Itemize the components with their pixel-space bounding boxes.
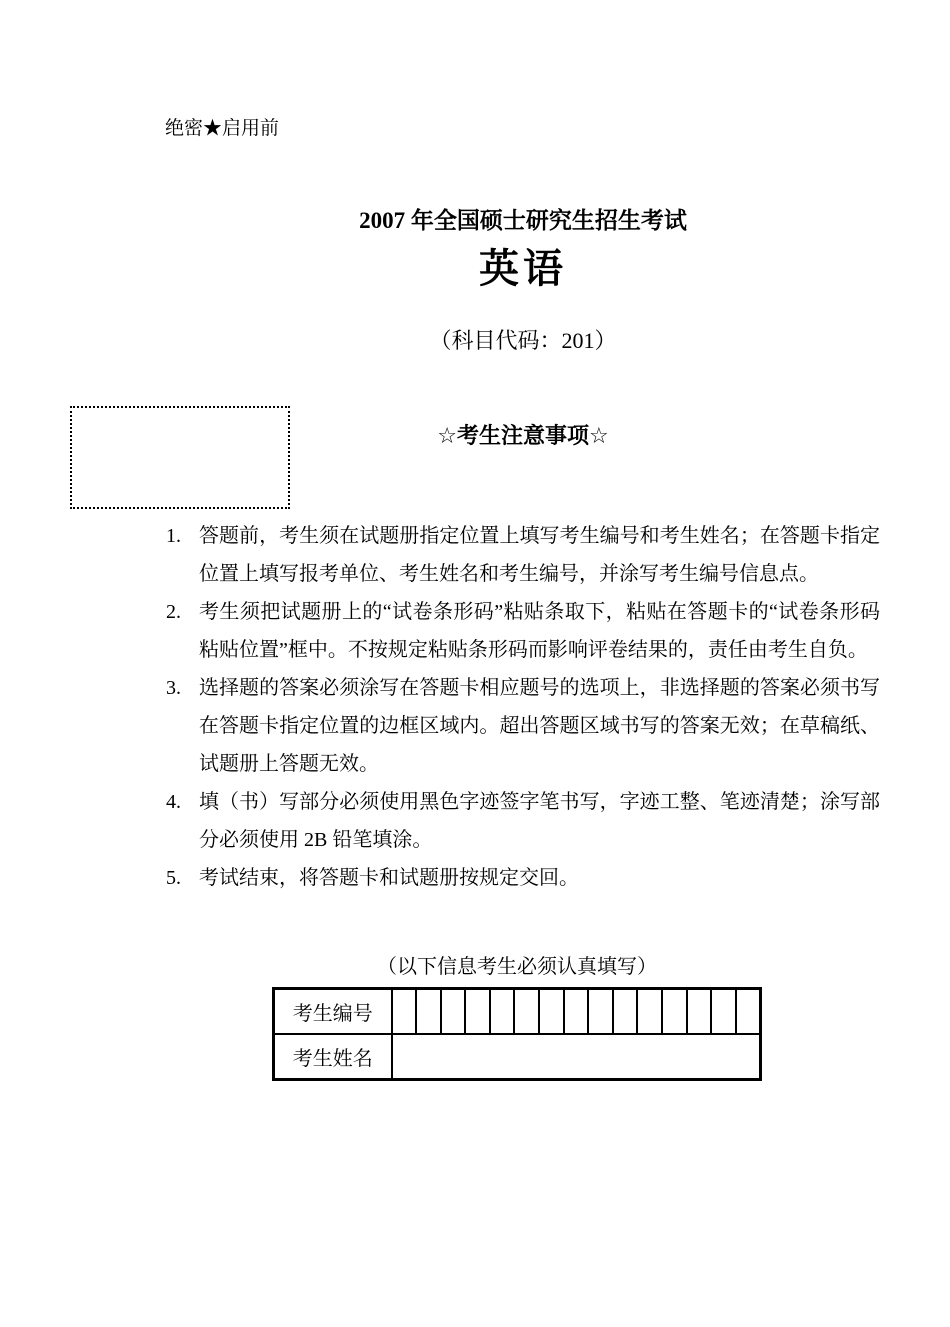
classification-label: 绝密★启用前 [165, 118, 280, 139]
notice-item [166, 783, 880, 859]
candidate-number-cell [392, 989, 417, 1035]
candidate-number-cell [490, 989, 515, 1035]
notice-heading: ☆考生注意事项☆ [437, 423, 609, 448]
notice-list [166, 517, 880, 897]
candidate-name-cell [392, 1034, 761, 1080]
candidate-number-cell [637, 989, 662, 1035]
candidate-number-cell [465, 989, 490, 1035]
candidate-number-label: 考生编号 [274, 989, 392, 1035]
notice-item [166, 669, 880, 783]
candidate-number-cell [711, 989, 736, 1035]
notice-item-text: 考生须把试题册上的“试卷条形码”粘贴条取下，粘贴在答题卡的“试卷条形码粘贴位置”框中。不按规定粘贴条形码而影响评卷结果的，责任由考生自负。 [199, 601, 880, 661]
candidate-number-cell [687, 989, 712, 1035]
notice-item-number: 1. [166, 525, 181, 547]
exam-title: 2007 年全国硕士研究生招生考试 [359, 208, 687, 233]
candidate-number-cell [662, 989, 687, 1035]
candidate-number-cell [441, 989, 466, 1035]
notice-item [166, 517, 880, 593]
candidate-name-row [274, 1034, 761, 1080]
candidate-number-cell [539, 989, 564, 1035]
subject-code: （科目代码：201） [429, 328, 617, 353]
subject-title: 英语 [479, 247, 567, 291]
candidate-info-table [272, 987, 762, 1081]
notice-item-number: 2. [166, 601, 181, 623]
candidate-number-cell [416, 989, 441, 1035]
candidate-info-section [272, 954, 762, 1081]
candidate-number-row [274, 989, 761, 1035]
notice-item-text: 填（书）写部分必须使用黑色字迹签字笔书写，字迹工整、笔迹清楚；涂写部分必须使用 2B 铅笔填涂。 [199, 791, 880, 851]
notice-item-number: 4. [166, 791, 181, 813]
candidate-number-cell [588, 989, 613, 1035]
candidate-number-cell [736, 989, 761, 1035]
notice-item-text: 答题前，考生须在试题册指定位置上填写考生编号和考生姓名；在答题卡指定位置上填写报考单位、考生姓名和考生编号，并涂写考生编号信息点。 [199, 525, 880, 585]
notice-item-number: 5. [166, 867, 181, 889]
notice-item-number: 3. [166, 677, 181, 699]
fill-note: （以下信息考生必须认真填写） [377, 956, 657, 978]
notice-item-text: 选择题的答案必须涂写在答题卡相应题号的选项上，非选择题的答案必须书写在答题卡指定位置的边框区域内。超出答题区域书写的答案无效；在草稿纸、试题册上答题无效。 [199, 677, 880, 775]
notice-item [166, 593, 880, 669]
notice-item-text: 考试结束，将答题卡和试题册按规定交回。 [199, 867, 579, 889]
candidate-number-cell [514, 989, 539, 1035]
candidate-name-label: 考生姓名 [274, 1034, 392, 1080]
candidate-number-cell [613, 989, 638, 1035]
candidate-number-cell [564, 989, 589, 1035]
notice-item [166, 859, 880, 897]
